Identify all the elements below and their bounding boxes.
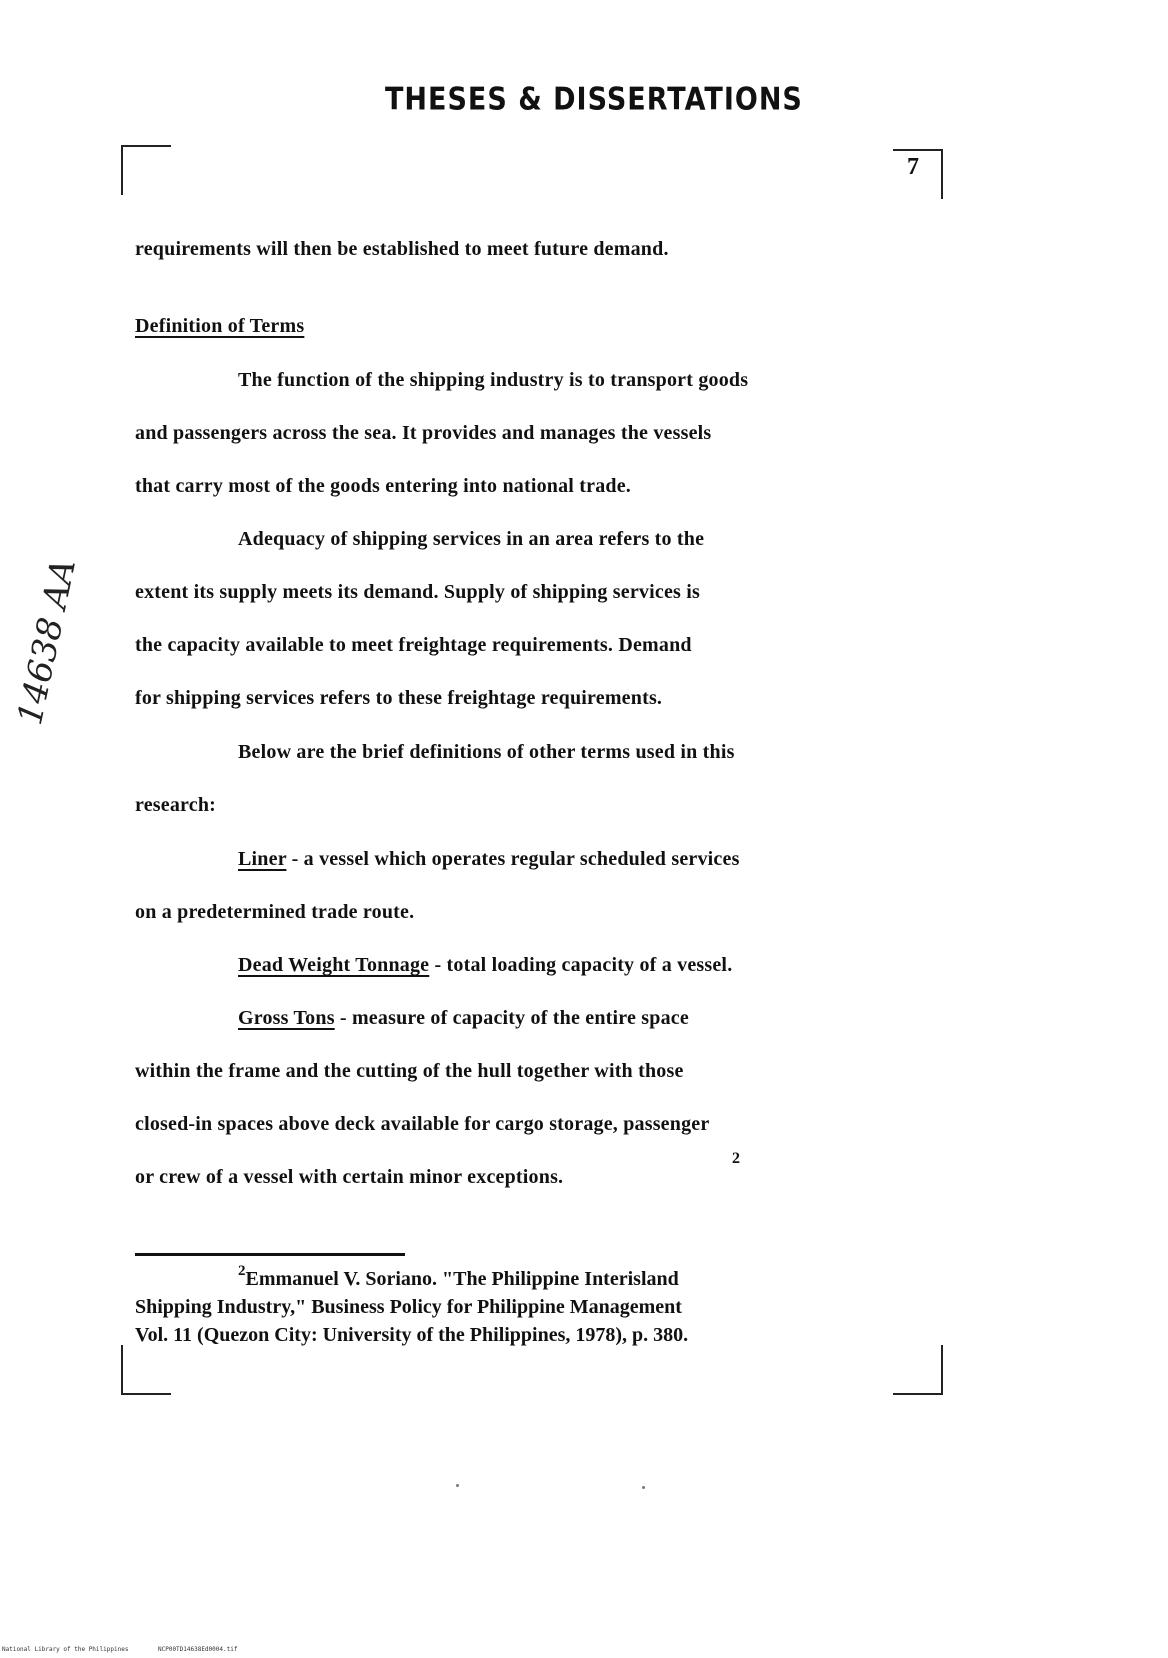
body-line: closed-in spaces above deck available for cargo storage, passenger — [135, 1113, 710, 1135]
body-line: the capacity available to meet freightage requirements. Demand — [135, 634, 692, 656]
footnote-line — [238, 1263, 679, 1291]
body-line: Adequacy of shipping services in an area refers to the — [238, 528, 705, 550]
footnote-text: Emmanuel V. Soriano. "The Philippine Interisland — [245, 1268, 679, 1290]
scan-footer-source: National Library of the Philippines — [2, 1646, 129, 1653]
body-line: within the frame and the cutting of the hull together with those — [135, 1060, 684, 1082]
footnote-line: Shipping Industry," Business Policy for Philippine Management — [135, 1296, 682, 1318]
body-line: Below are the brief definitions of other terms used in this — [238, 741, 735, 763]
term-liner: Liner — [238, 848, 287, 870]
body-line: and passengers across the sea. It provides and manages the vessels — [135, 422, 712, 444]
definition-text: - measure of capacity of the entire space — [334, 1007, 689, 1029]
body-line: The function of the shipping industry is to transport goods — [238, 369, 749, 391]
scan-speck — [642, 1486, 645, 1489]
definition-liner — [238, 848, 740, 871]
body-line: for shipping services refers to these freightage requirements. — [135, 687, 663, 709]
theses-dissertations-stamp: THESES & DISSERTATIONS — [385, 81, 803, 118]
definition-gross-tons — [238, 1007, 689, 1030]
body-line: or crew of a vessel with certain minor exceptions. — [135, 1166, 564, 1188]
body-line: research: — [135, 794, 217, 816]
body-line: on a predetermined trade route. — [135, 901, 415, 923]
definition-text: - a vessel which operates regular scheduled services — [286, 848, 740, 870]
body-line: that carry most of the goods entering into national trade. — [135, 475, 631, 497]
section-heading: Definition of Terms — [135, 315, 305, 337]
footnote-line: Vol. 11 (Quezon City: University of the Philippines, 1978), p. 380. — [135, 1324, 689, 1346]
definition-text: - total loading capacity of a vessel. — [429, 954, 733, 976]
crop-mark-bottom-left — [121, 1345, 171, 1395]
page-number: 7 — [907, 154, 919, 180]
scan-speck — [456, 1484, 459, 1487]
body-line: requirements will then be established to meet future demand. — [135, 238, 669, 260]
term-dead-weight-tonnage: Dead Weight Tonnage — [238, 954, 430, 976]
handwritten-annotation: 14638 AA — [10, 555, 85, 729]
crop-mark-top-left — [121, 145, 171, 195]
footnote-reference: 2 — [732, 1150, 740, 1167]
definition-dwt — [238, 954, 732, 977]
footnote-mark: 2 — [238, 1263, 246, 1279]
body-line: extent its supply meets its demand. Supply of shipping services is — [135, 581, 700, 603]
scan-footer-filename: NCP00TD14638Ed0004.tif — [158, 1646, 238, 1653]
crop-mark-bottom-right — [893, 1345, 943, 1395]
footnote-divider — [135, 1253, 405, 1256]
term-gross-tons: Gross Tons — [238, 1007, 335, 1029]
